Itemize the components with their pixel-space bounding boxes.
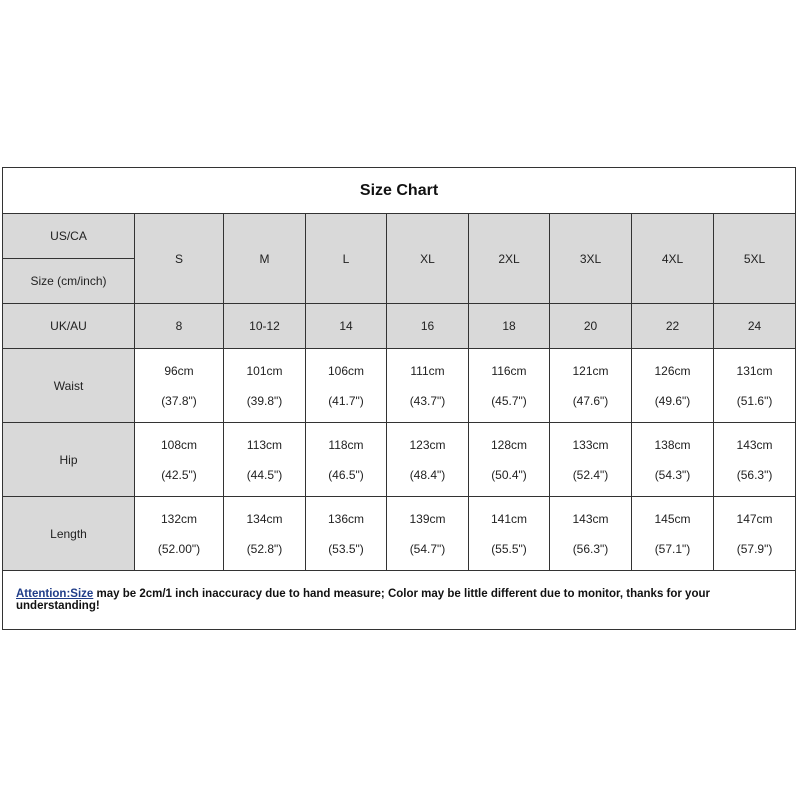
inch-value: (56.3") — [572, 541, 609, 556]
size-header: 3XL — [550, 214, 632, 304]
inch-value: (39.8") — [246, 393, 283, 408]
measure-cell — [387, 497, 469, 571]
cm-value: 123cm — [409, 437, 446, 452]
size-chart-table — [2, 167, 796, 630]
row-label: Waist — [3, 349, 135, 423]
cm-value: 143cm — [736, 437, 773, 452]
cm-value: 145cm — [654, 511, 691, 526]
inch-value: (54.3") — [654, 467, 691, 482]
uk-size: 20 — [550, 304, 632, 349]
size-header: 5XL — [714, 214, 796, 304]
inch-value: (56.3") — [736, 467, 773, 482]
measure-cell — [469, 497, 550, 571]
inch-value: (57.1") — [654, 541, 691, 556]
note-text: may be 2cm/1 inch inaccuracy due to hand measure; Color may be little different due to monitor, thanks for your understanding! — [16, 588, 710, 612]
cm-value: 118cm — [328, 437, 364, 452]
measure-cell — [550, 423, 632, 497]
cm-value: 101cm — [246, 363, 283, 378]
size-header: L — [306, 214, 387, 304]
uk-size: 24 — [714, 304, 796, 349]
table-row — [3, 423, 796, 497]
cm-value: 131cm — [736, 363, 773, 378]
measure-cell — [306, 497, 387, 571]
measure-cell — [550, 349, 632, 423]
measure-cell — [306, 349, 387, 423]
uk-size: 10-12 — [224, 304, 306, 349]
inch-value: (41.7") — [328, 393, 364, 408]
inch-value: (42.5") — [161, 467, 197, 482]
cm-value: 121cm — [572, 363, 609, 378]
size-header: XL — [387, 214, 469, 304]
inch-value: (48.4") — [409, 467, 446, 482]
measure-cell — [135, 349, 224, 423]
uk-size: 14 — [306, 304, 387, 349]
attention-label: Attention:Size — [16, 588, 94, 600]
inch-value: (43.7") — [409, 393, 446, 408]
chart-title: Size Chart — [3, 168, 796, 214]
measure-cell — [714, 497, 796, 571]
cm-value: 143cm — [572, 511, 609, 526]
inch-value: (44.5") — [246, 467, 283, 482]
cm-value: 116cm — [491, 363, 527, 378]
us-ca-label: US/CA — [3, 214, 135, 259]
cm-value: 126cm — [654, 363, 691, 378]
measure-cell — [224, 497, 306, 571]
measure-cell — [714, 423, 796, 497]
size-header: 4XL — [632, 214, 714, 304]
inch-value: (53.5") — [328, 541, 364, 556]
cm-value: 138cm — [654, 437, 691, 452]
inch-value: (52.8") — [246, 541, 283, 556]
cm-value: 136cm — [327, 511, 365, 526]
table-row — [3, 349, 796, 423]
measure-cell — [387, 423, 469, 497]
size-unit-label: Size (cm/inch) — [3, 259, 135, 304]
measure-cell — [224, 423, 306, 497]
uk-size: 8 — [135, 304, 224, 349]
inch-value: (45.7") — [491, 393, 527, 408]
inch-value: (54.7") — [409, 541, 446, 556]
size-header: S — [135, 214, 224, 304]
inch-value: (46.5") — [328, 467, 364, 482]
uk-size: 16 — [387, 304, 469, 349]
measure-cell — [632, 349, 714, 423]
cm-value: 108cm — [160, 437, 198, 452]
uk-au-label: UK/AU — [3, 304, 135, 349]
cm-value: 132cm — [160, 511, 198, 526]
measure-cell — [135, 497, 224, 571]
cm-value: 111cm — [410, 363, 445, 378]
row-label: Length — [3, 497, 135, 571]
inch-value: (55.5") — [491, 541, 527, 556]
cm-value: 96cm — [164, 363, 194, 378]
measure-cell — [469, 349, 550, 423]
cm-value: 133cm — [572, 437, 609, 452]
cm-value: 106cm — [327, 363, 365, 378]
measure-cell — [714, 349, 796, 423]
uk-size: 22 — [632, 304, 714, 349]
inch-value: (37.8") — [161, 393, 197, 408]
row-label: Hip — [3, 423, 135, 497]
measure-cell — [632, 497, 714, 571]
cm-value: 113cm — [246, 437, 283, 452]
cm-value: 134cm — [246, 511, 283, 526]
inch-value: (57.9") — [736, 541, 773, 556]
cm-value: 147cm — [736, 511, 773, 526]
attention-note — [3, 571, 796, 630]
measure-cell — [224, 349, 306, 423]
inch-value: (51.6") — [736, 393, 773, 408]
inch-value: (49.6") — [654, 393, 691, 408]
measure-cell — [306, 423, 387, 497]
measure-cell — [135, 423, 224, 497]
cm-value: 139cm — [409, 511, 446, 526]
measure-cell — [469, 423, 550, 497]
inch-value: (52.00") — [157, 541, 201, 556]
inch-value: (50.4") — [491, 467, 527, 482]
table-row — [3, 497, 796, 571]
measure-cell — [550, 497, 632, 571]
size-header: M — [224, 214, 306, 304]
measure-cell — [387, 349, 469, 423]
measure-cell — [632, 423, 714, 497]
inch-value: (47.6") — [572, 393, 609, 408]
uk-size: 18 — [469, 304, 550, 349]
cm-value: 141cm — [490, 511, 528, 526]
size-header: 2XL — [469, 214, 550, 304]
cm-value: 128cm — [490, 437, 528, 452]
inch-value: (52.4") — [572, 467, 609, 482]
